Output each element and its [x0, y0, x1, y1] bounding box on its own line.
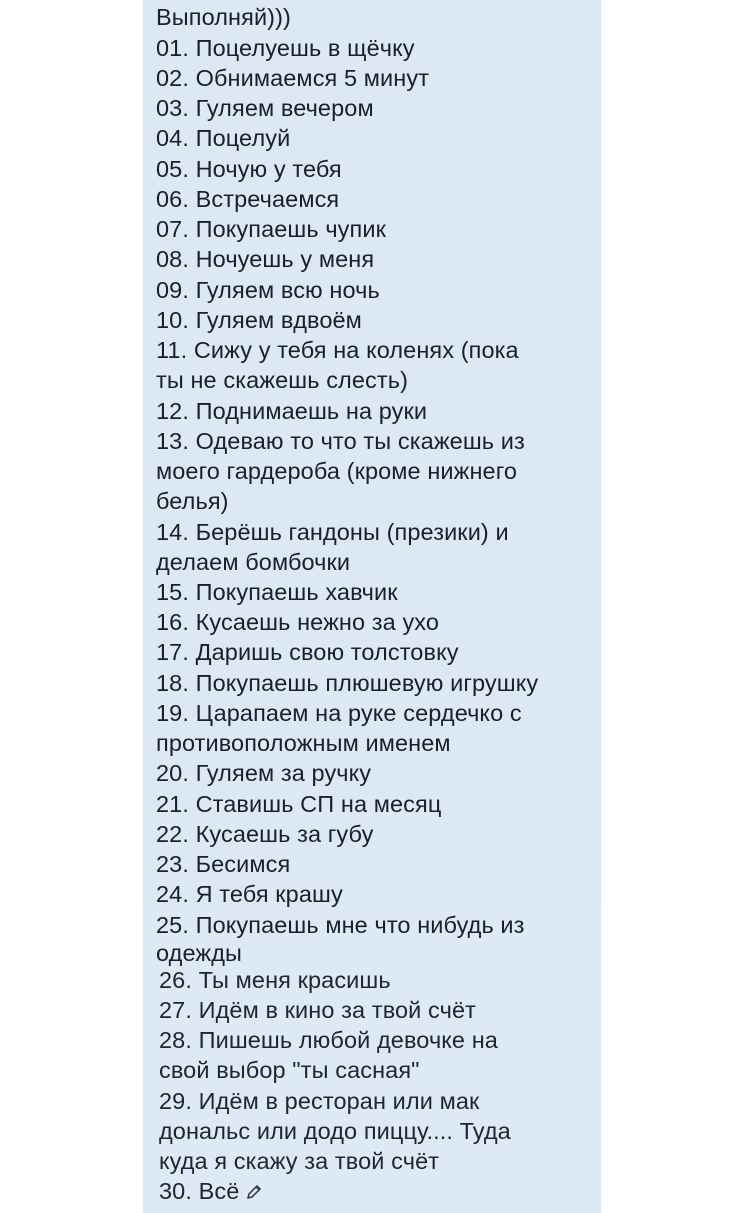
message-line: 09. Гуляем всю ночь — [156, 277, 380, 303]
message-line: 20. Гуляем за ручку — [156, 760, 372, 786]
message-line: одежды — [156, 940, 242, 966]
message-line: 22. Кусаешь за губу — [156, 821, 374, 847]
message-line: 01. Поцелуешь в щёчку — [156, 35, 415, 61]
message-line: куда я скажу за твой счёт — [159, 1148, 440, 1174]
message-line: 08. Ночуешь у меня — [156, 246, 375, 272]
message-line: 19. Царапаем на руке сердечко с — [156, 700, 522, 726]
message-line: белья) — [156, 488, 229, 514]
message-line: противоположным именем — [156, 730, 451, 756]
message-line: 28. Пишешь любой девочке на — [159, 1027, 498, 1053]
message-line: 23. Бесимся — [156, 851, 291, 877]
message-line: 04. Поцелуй — [156, 125, 291, 151]
message-line: 02. Обнимаемся 5 минут — [156, 65, 430, 91]
message-line: 17. Даришь свою толстовку — [156, 639, 459, 665]
message-line: 26. Ты меня красишь — [159, 967, 391, 993]
message-line: 11. Сижу у тебя на коленях (пока — [156, 337, 519, 363]
message-line: 12. Поднимаешь на руки — [156, 398, 428, 424]
message-line: 21. Ставишь СП на месяц — [156, 791, 442, 817]
message-line: ты не скажешь слесть) — [156, 367, 409, 393]
message-line: Выполняй))) — [156, 4, 291, 30]
message-line: 18. Покупаешь плюшевую игрушку — [156, 670, 539, 696]
message-line: 27. Идём в кино за твой счёт — [159, 997, 476, 1023]
message-line-text: 30. Всё — [159, 1178, 240, 1204]
message-line: 15. Покупаешь хавчик — [156, 579, 398, 605]
message-line: дональс или додо пиццу.... Туда — [159, 1118, 511, 1144]
message-line: 06. Встречаемся — [156, 186, 340, 212]
message-line: 13. Одеваю то что ты скажешь из — [156, 428, 525, 454]
message-line: 25. Покупаешь мне что нибудь из — [156, 912, 525, 938]
message-line: свой выбор "ты сасная" — [159, 1057, 420, 1083]
pencil-icon — [245, 1178, 263, 1196]
message-line: делаем бомбочки — [156, 549, 351, 575]
message-line: 10. Гуляем вдвоём — [156, 307, 362, 333]
message-line: 07. Покупаешь чупик — [156, 216, 386, 242]
message-line: 03. Гуляем вечером — [156, 95, 374, 121]
message-line: 29. Идём в ресторан или мак — [159, 1088, 480, 1114]
message-line: моего гардероба (кроме нижнего — [156, 458, 518, 484]
message-last-line — [159, 1176, 263, 1206]
message-line: 14. Берёшь гандоны (презики) и — [156, 519, 509, 545]
message-line: 05. Ночую у тебя — [156, 156, 342, 182]
message-line: 16. Кусаешь нежно за ухо — [156, 609, 440, 635]
message-line: 24. Я тебя крашу — [156, 881, 343, 907]
